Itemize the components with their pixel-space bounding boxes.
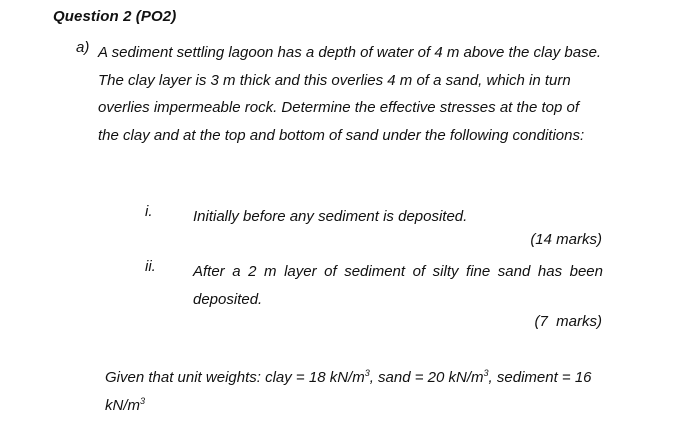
given-sand: , sand = 20 kN/m — [369, 369, 484, 386]
part-a-label: a) — [76, 39, 90, 56]
condition-i-text: Initially before any sediment is deposited. — [193, 208, 468, 225]
condition-i-number: i. — [145, 203, 153, 220]
exponent-sand: 3 — [483, 368, 489, 378]
condition-ii-marks: (7 marks) — [534, 313, 602, 330]
exponent-clay: 3 — [364, 368, 370, 378]
condition-ii-number: ii. — [145, 258, 156, 275]
given-unit-weights — [105, 364, 605, 419]
condition-ii-text: After a 2 m layer of sediment of silty fine sand has been deposited. — [193, 263, 603, 308]
part-a-text: A sediment settling lagoon has a depth of water of 4 m above the clay base. The clay layer is 3 m thick and this overlies 4 m of a sand, which in turn overlies impermeable rock. Determine the effective stresses at the top of the clay and at the top and bottom of sand under the following conditions: — [98, 44, 602, 144]
condition-i-marks: (14 marks) — [530, 231, 602, 248]
given-sediment: , sediment = 16 kN/m — [105, 369, 592, 414]
question-title: Question 2 (PO2) — [53, 8, 177, 25]
given-prefix: Given that unit weights: clay = 18 kN/m — [105, 369, 365, 386]
exponent-sediment: 3 — [140, 395, 146, 406]
